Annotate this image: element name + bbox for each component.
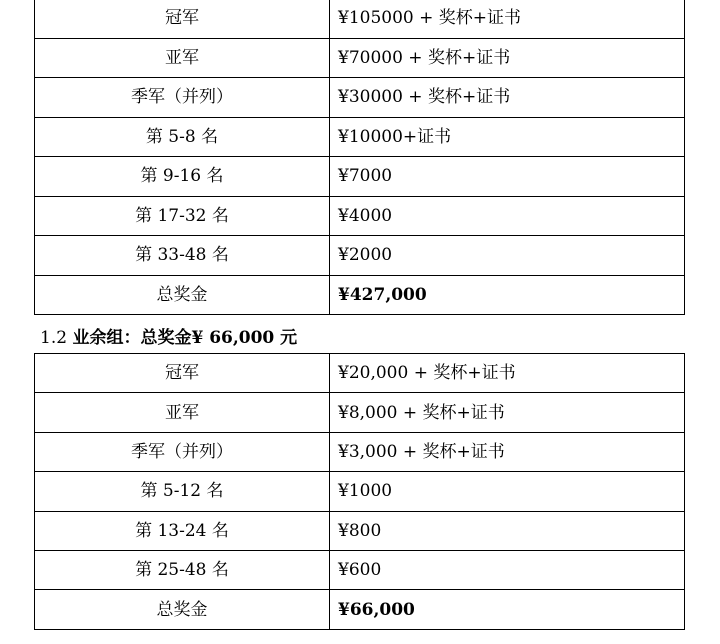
table-row — [35, 354, 685, 393]
rank-cell: 第 5-12 名 — [35, 472, 330, 511]
rank-cell: 亚军 — [35, 393, 330, 432]
table-row — [35, 472, 685, 511]
table-row — [35, 196, 685, 236]
rank-cell: 冠军 — [35, 354, 330, 393]
section-number: 1.2 — [40, 328, 68, 348]
rank-cell: 第 9-16 名 — [35, 157, 330, 197]
total-label: 总奖金 — [35, 275, 330, 315]
prize-cell: ¥105000 + 奖杯+证书 — [330, 0, 685, 38]
total-value: ¥427,000 — [330, 275, 685, 315]
prize-cell: ¥2000 — [330, 236, 685, 276]
total-row — [35, 275, 685, 315]
prize-cell: ¥10000+证书 — [330, 117, 685, 157]
rank-cell: 第 33-48 名 — [35, 236, 330, 276]
section-title: 业余组：总奖金¥ 66,000 元 — [72, 328, 298, 348]
rank-cell: 亚军 — [35, 38, 330, 78]
prize-cell: ¥20,000 + 奖杯+证书 — [330, 354, 685, 393]
prize-cell: ¥4000 — [330, 196, 685, 236]
total-value: ¥66,000 — [330, 590, 685, 629]
prize-cell: ¥3,000 + 奖杯+证书 — [330, 432, 685, 471]
rank-cell: 第 5-8 名 — [35, 117, 330, 157]
prize-cell: ¥7000 — [330, 157, 685, 197]
rank-cell: 第 17-32 名 — [35, 196, 330, 236]
rank-cell: 季军（并列） — [35, 78, 330, 118]
table-row — [35, 550, 685, 589]
prize-cell: ¥70000 + 奖杯+证书 — [330, 38, 685, 78]
rank-cell: 第 13-24 名 — [35, 511, 330, 550]
prize-cell: ¥8,000 + 奖杯+证书 — [330, 393, 685, 432]
prize-cell: ¥30000 + 奖杯+证书 — [330, 78, 685, 118]
table-row — [35, 78, 685, 118]
rank-cell: 第 25-48 名 — [35, 550, 330, 589]
table-row — [35, 117, 685, 157]
table-row — [35, 511, 685, 550]
table-row — [35, 157, 685, 197]
table-row — [35, 38, 685, 78]
amateur-prize-table — [34, 353, 685, 630]
table-row — [35, 0, 685, 38]
section-heading — [40, 327, 297, 349]
prize-cell: ¥800 — [330, 511, 685, 550]
total-row — [35, 590, 685, 629]
prize-cell: ¥1000 — [330, 472, 685, 511]
rank-cell: 冠军 — [35, 0, 330, 38]
table-row — [35, 236, 685, 276]
total-label: 总奖金 — [35, 590, 330, 629]
rank-cell: 季军（并列） — [35, 432, 330, 471]
table-row — [35, 393, 685, 432]
pro-prize-table — [34, 0, 685, 315]
table-row — [35, 432, 685, 471]
prize-cell: ¥600 — [330, 550, 685, 589]
